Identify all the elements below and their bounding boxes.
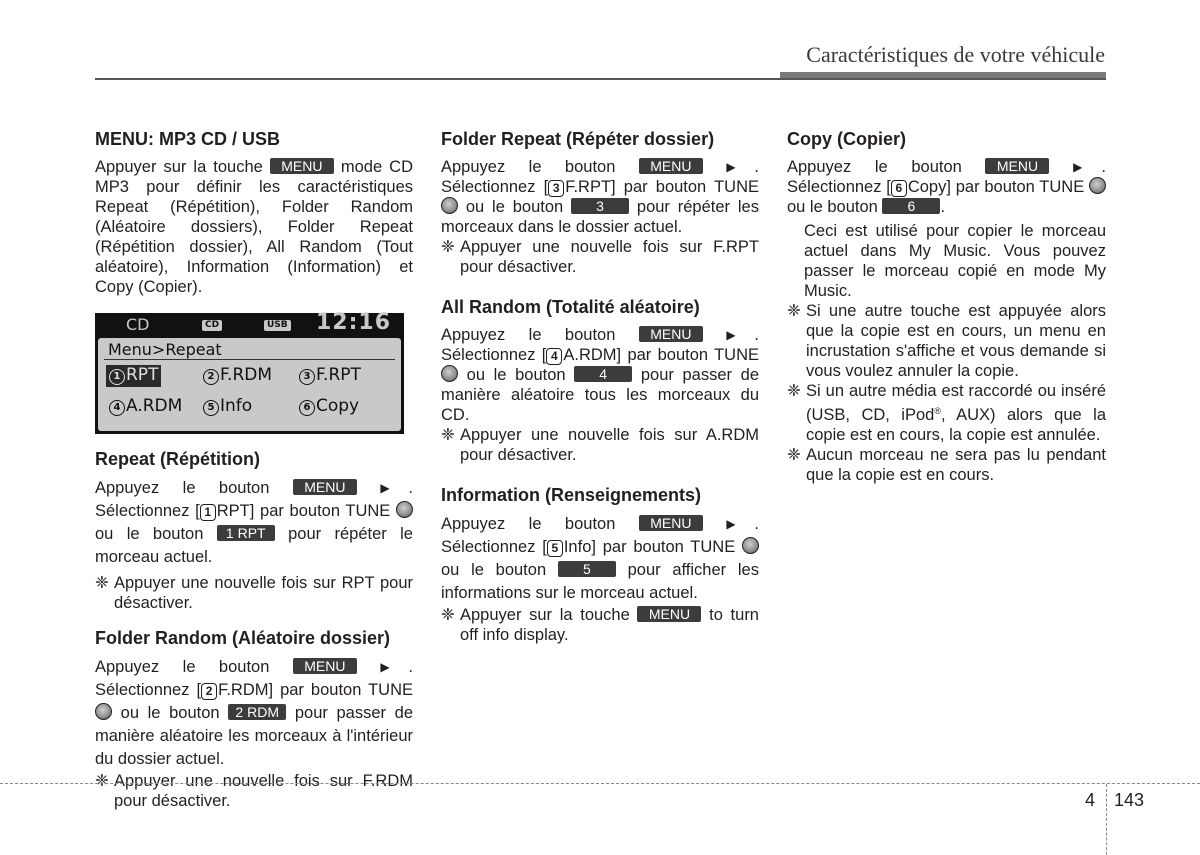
lcd-item-label: F.RPT (316, 365, 361, 385)
heading-information: Information (Renseignements) (441, 485, 702, 505)
text: A.RDM] par bouton TUNE (563, 346, 760, 364)
footer-dashed-divider (1106, 784, 1107, 855)
menu-key: MENU (639, 326, 703, 342)
text: pour répéter les morceaux dans le dossier actuel. (441, 198, 759, 236)
lcd-item-number: 6 (299, 400, 315, 416)
circled-number: 4 (546, 348, 562, 365)
menu-key: MENU (639, 158, 703, 174)
circled-number: 2 (201, 683, 217, 700)
heading-folder-random: Folder Random (Aléatoire dossier) (95, 628, 391, 648)
tune-knob-icon (1089, 177, 1106, 194)
lcd-usb-tag: USB (264, 320, 291, 331)
text: Appuyez le bouton (441, 158, 616, 176)
asterisk-note-icon: ❈ (787, 302, 801, 320)
lcd-item-number: 1 (109, 369, 125, 385)
circled-number: 1 (200, 504, 216, 521)
lcd-item-label: RPT (126, 365, 159, 385)
text: pour passer de manière aléatoire les morceaux à l'intérieur du dossier actuel. (95, 704, 413, 768)
note-text: Appuyer une nouvelle fois sur F.RDM pour désactiver. (114, 772, 413, 810)
menu-key: MENU (639, 515, 703, 531)
lcd-menu-path: Menu>Repeat (104, 341, 395, 360)
chapter-number: 4 (1085, 790, 1096, 810)
note-text: Appuyer sur la touche (460, 606, 630, 624)
folder-repeat-note (441, 237, 759, 277)
tune-knob-icon (441, 197, 458, 214)
repeat-paragraph (95, 477, 413, 569)
text: . Sélectionnez [ (441, 158, 759, 196)
menu-key: MENU (270, 158, 334, 174)
all-random-paragraph (441, 325, 759, 425)
text: ou le bouton (95, 525, 204, 543)
column-middle (441, 128, 759, 645)
text: ou le bouton (787, 198, 878, 216)
lcd-item-number: 4 (109, 400, 125, 416)
column-left (95, 128, 413, 811)
text: pour répéter le morceau actuel. (95, 525, 413, 566)
note-text: Si un autre média est raccordé ou inséré (USB, CD, iPod (806, 382, 1106, 424)
text: . Sélectionnez [ (95, 479, 413, 520)
menu-key: MENU (985, 158, 1049, 174)
registered-mark: ® (934, 406, 941, 416)
circled-number: 5 (547, 540, 563, 557)
circled-number: 6 (891, 180, 907, 197)
key-6: 6 (882, 198, 940, 214)
footer-dashed-rule (0, 783, 1200, 784)
key-2-rdm: 2 RDM (228, 704, 286, 720)
lcd-cd-tag: CD (202, 320, 222, 331)
right-triangle-icon: ▶ (380, 481, 409, 495)
right-triangle-icon: ▶ (726, 517, 755, 531)
text: F.RDM] par bouton TUNE (218, 681, 413, 699)
text: pour afficher les informations sur le morceau actuel. (441, 561, 759, 602)
circled-number: 3 (548, 180, 564, 197)
lcd-item-frpt (296, 365, 364, 387)
asterisk-note-icon: ❈ (441, 238, 455, 256)
lcd-item-number: 3 (299, 369, 315, 385)
copy-note-3 (787, 445, 1106, 485)
information-paragraph (441, 513, 759, 605)
text: . (940, 198, 946, 216)
menu-key: MENU (637, 606, 701, 622)
menu-key: MENU (293, 658, 357, 674)
heading-folder-repeat: Folder Repeat (Répéter dossier) (441, 129, 715, 149)
lcd-source-label: CD (126, 315, 150, 334)
text: Appuyez le bouton (95, 658, 270, 676)
text: Appuyez le bouton (787, 158, 962, 176)
right-triangle-icon: ▶ (1073, 160, 1102, 174)
asterisk-note-icon: ❈ (787, 382, 801, 400)
text: ou le bouton (465, 198, 564, 216)
note-text: Appuyer une nouvelle fois sur RPT pour désactiver. (114, 574, 413, 612)
lcd-status-bar (98, 310, 401, 335)
key-5: 5 (558, 561, 616, 577)
text: Info] par bouton TUNE (563, 538, 736, 556)
copy-note-2 (787, 381, 1106, 445)
right-triangle-icon: ▶ (726, 328, 755, 342)
lcd-item-copy (296, 396, 362, 418)
text: Copy] par bouton TUNE (907, 178, 1085, 196)
folder-random-note (95, 771, 413, 811)
heading-repeat: Repeat (Répétition) (95, 449, 261, 469)
lcd-item-rpt (106, 365, 161, 387)
note-text: Aucun morceau ne sera pas lu pendant que la copie est en cours. (806, 446, 1106, 484)
text: . Sélectionnez [ (95, 658, 413, 699)
copy-paragraph (787, 157, 1106, 217)
asterisk-note-icon: ❈ (95, 772, 109, 790)
note-text: , AUX) alors que la copie est en cours, la copie est annulée. (806, 406, 1106, 444)
lcd-item-ardm (106, 396, 185, 418)
text: Appuyez le bouton (95, 479, 270, 497)
header-rule (95, 78, 1106, 80)
lcd-item-number: 5 (203, 400, 219, 416)
intro-paragraph (95, 157, 413, 297)
asterisk-note-icon: ❈ (441, 606, 455, 624)
key-3: 3 (571, 198, 629, 214)
text: . Sélectionnez [ (787, 158, 1106, 196)
right-triangle-icon: ▶ (380, 660, 409, 674)
text: Appuyez le bouton (441, 515, 616, 533)
note-text: to turn off info display. (460, 606, 759, 644)
text: ou le bouton (120, 704, 220, 722)
folder-random-paragraph (95, 656, 413, 771)
text: . Sélectionnez [ (441, 515, 759, 556)
lcd-menu-panel (98, 338, 401, 431)
page-number: 143 (1114, 790, 1145, 810)
copy-description: Ceci est utilisé pour copier le morceau actuel dans My Music. Vous pouvez passer le morceau copié en mode My Music. (804, 222, 1106, 300)
lcd-item-label: A.RDM (126, 396, 183, 416)
lcd-item-number: 2 (203, 369, 219, 385)
tune-knob-icon (95, 703, 112, 720)
asterisk-note-icon: ❈ (787, 446, 801, 464)
lcd-item-label: F.RDM (220, 365, 273, 385)
heading-all-random: All Random (Totalité aléatoire) (441, 297, 700, 317)
right-triangle-icon: ▶ (726, 160, 755, 174)
intro-text-b: mode CD MP3 pour définir les caractéristiques Repeat (Répétition), Folder Random (Aléatoire dossiers), Folder Repeat (Répétition dossier), All Random (Tout aléatoire), Information (Information) et Copy (Copier). (95, 158, 413, 296)
column-right (787, 128, 1106, 485)
page-header-title: Caractéristiques de votre véhicule (806, 42, 1105, 67)
tune-knob-icon (396, 501, 413, 518)
text: Appuyez le bouton (441, 326, 616, 344)
note-text: Appuyer une nouvelle fois sur A.RDM pour désactiver. (460, 426, 759, 464)
lcd-item-label: Copy (316, 396, 360, 416)
key-1-rpt: 1 RPT (217, 525, 275, 541)
note-text: Si une autre touche est appuyée alors que la copie est en cours, un menu en incrustation s'affiche et vous demande si vous voulez annuler la copie. (806, 302, 1106, 380)
lcd-clock: 12:16 (315, 310, 391, 335)
note-text: Appuyer une nouvelle fois sur F.RPT pour désactiver. (460, 238, 759, 276)
tune-knob-icon (441, 365, 458, 382)
copy-note-1 (787, 301, 1106, 381)
lcd-screen (95, 310, 404, 434)
text: . Sélectionnez [ (441, 326, 759, 364)
text: RPT] par bouton TUNE (216, 502, 391, 520)
heading-menu-mp3: MENU: MP3 CD / USB (95, 129, 281, 149)
folder-repeat-paragraph (441, 157, 759, 237)
heading-copy: Copy (Copier) (787, 129, 906, 149)
all-random-note (441, 425, 759, 465)
lcd-item-label: Info (220, 396, 253, 416)
asterisk-note-icon: ❈ (95, 574, 109, 592)
repeat-note (95, 573, 413, 613)
text: ou le bouton (441, 561, 547, 579)
menu-key: MENU (293, 479, 357, 495)
text: pour passer de manière aléatoire tous les morceaux du CD. (441, 366, 759, 424)
intro-text-a: Appuyer sur la touche (95, 158, 263, 176)
text: ou le bouton (466, 366, 566, 384)
tune-knob-icon (742, 537, 759, 554)
asterisk-note-icon: ❈ (441, 426, 455, 444)
key-4: 4 (574, 366, 632, 382)
information-note (441, 605, 759, 645)
lcd-item-frdm (200, 365, 275, 387)
text: F.RPT] par bouton TUNE (565, 178, 759, 196)
lcd-item-info (200, 396, 255, 418)
